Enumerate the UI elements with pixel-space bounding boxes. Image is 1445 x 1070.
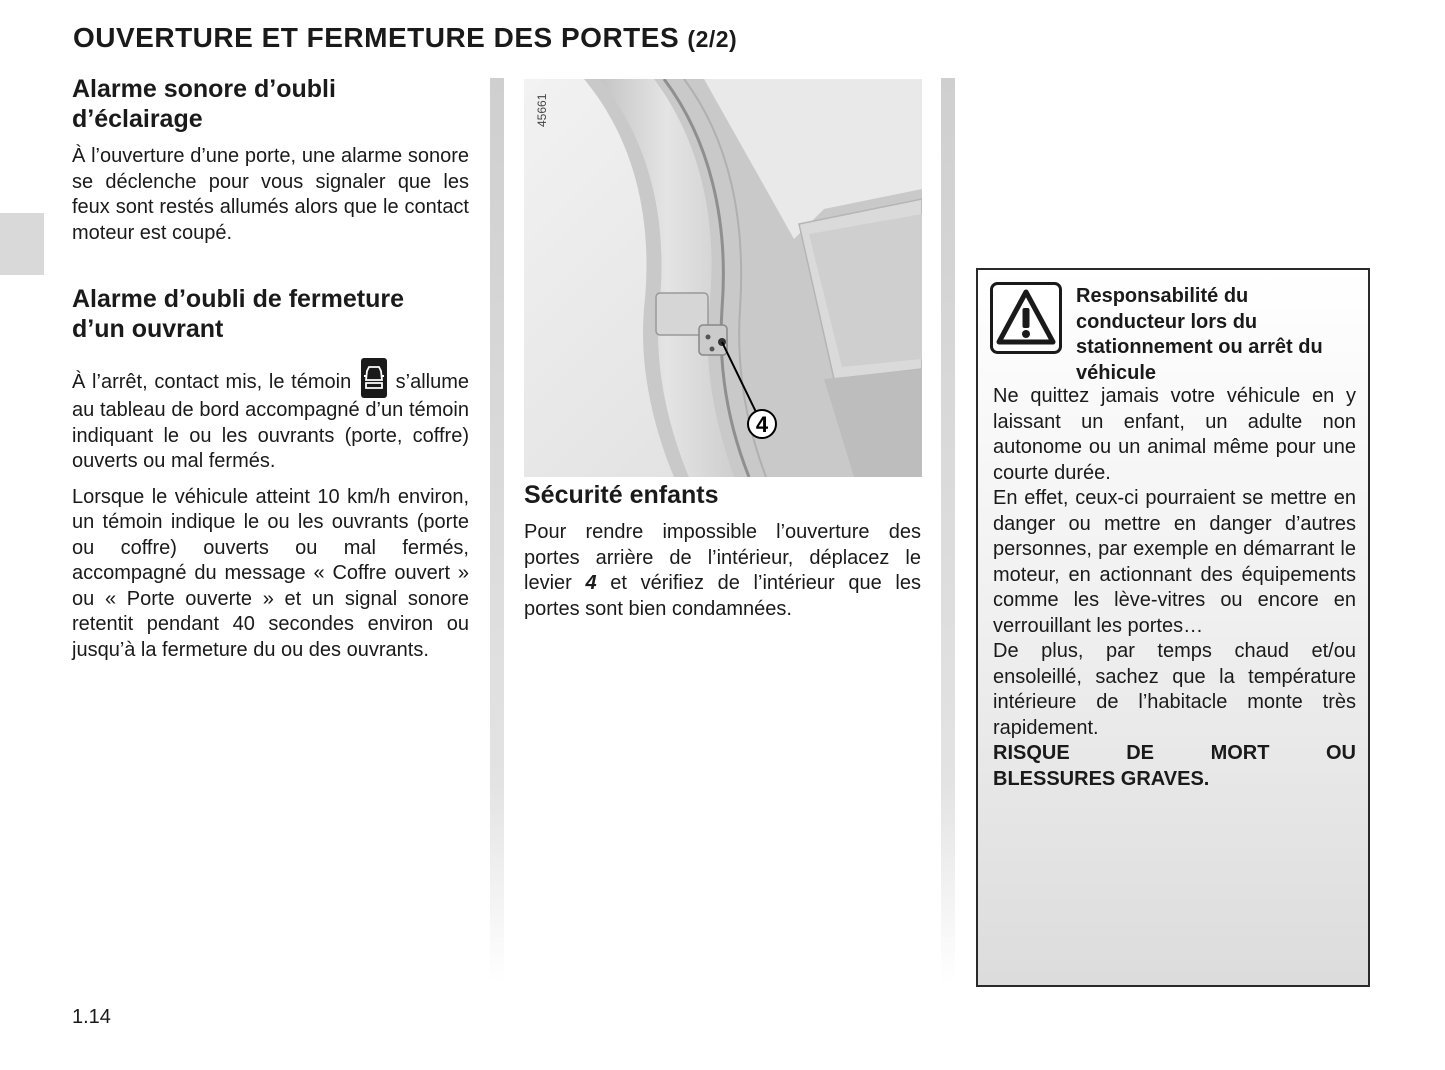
door-illustration — [524, 79, 922, 477]
warning-title: Responsabilité du conducteur lors du stationnement ou arrêt du véhicule — [1076, 285, 1323, 384]
text-run: et vérifiez de l’intérieur que les portes sont bien condamnées. — [524, 572, 921, 620]
page-title — [73, 22, 737, 54]
warning-body — [993, 384, 1356, 792]
lever-reference: 4 — [585, 572, 597, 594]
warning-risk-line-1: RISQUE DE MORT OU — [993, 742, 1356, 764]
column-divider-left — [490, 78, 504, 983]
text-run: À l’arrêt, contact mis, le témoin — [72, 371, 358, 393]
page-number: 1.14 — [72, 1006, 111, 1028]
section-title-lighting-alarm — [72, 74, 469, 134]
column-divider-right — [941, 78, 955, 983]
section-title-line: Alarme d’oubli de fermeture — [72, 285, 405, 313]
warning-paragraph-1: Ne quittez jamais votre véhicule en y laissant un enfant, un adulte non autonome ou un animal même pour une courte durée. — [993, 385, 1356, 484]
section-title-line: d’un ouvrant — [72, 315, 224, 343]
text-run: s’allume au tableau de bord accompagné d’un témoin indiquant le ou les ouvrants (porte, coffre) ouverts ou mal fermés. — [72, 371, 469, 472]
section-title-line: Alarme sonore d’oubli — [72, 75, 336, 103]
chapter-tab — [0, 213, 44, 275]
lighting-alarm-text: À l’ouverture d’une porte, une alarme sonore se déclenche pour vous signaler que les feux sont restés allumés alors que le contact moteur est coupé. — [72, 145, 469, 244]
section-title-child-safety: Sécurité enfants — [524, 481, 719, 509]
section-title-line: d’éclairage — [72, 105, 203, 133]
page-title-text: OUVERTURE ET FERMETURE DES PORTES — [73, 22, 680, 53]
door-alarm-paragraph-1 — [72, 358, 469, 475]
illustration-reference-number: 45661 — [535, 93, 549, 127]
child-safety-text — [524, 520, 921, 622]
lever-callout-label: 4 — [755, 412, 769, 437]
warning-triangle-icon — [990, 282, 1062, 354]
warning-paragraph-2: En effet, ceux-ci pourraient se mettre en danger ou mettre en danger d’autres personnes, par exemple en démarrant le moteur, en actionnant des équipements comme les lève-vitres ou encore en verrouillant les portes… — [993, 487, 1356, 637]
text-run: Pour rendre impossible l’ouverture des portes arrière de l’intérieur, déplacez le levier — [524, 521, 921, 594]
warning-box — [976, 268, 1370, 987]
left-column — [72, 74, 469, 663]
warning-paragraph-3: De plus, par temps chaud et/ou ensoleillé, sachez que la température intérieure de l’habitacle monte très rapidement. — [993, 640, 1356, 739]
middle-column — [524, 480, 921, 622]
door-open-warning-lamp-icon — [361, 358, 387, 398]
door-illustration-drawing — [524, 79, 922, 477]
page-part: (2/2) — [687, 26, 738, 52]
warning-risk-line-2: BLESSURES GRAVES. — [993, 767, 1210, 790]
section-title-door-alarm — [72, 284, 469, 344]
door-alarm-paragraph-2: Lorsque le véhicule atteint 10 km/h environ, un témoin indique le ou les ouvrants (porte ou coffre) ouverts ou mal fermés, accompagné du message « Coffre ouvert » ou « Porte ouverte » et un signal sonore retentit pendant 40 secondes environ ou jusqu’à la fermeture du ou des ouvrants. — [72, 485, 469, 661]
